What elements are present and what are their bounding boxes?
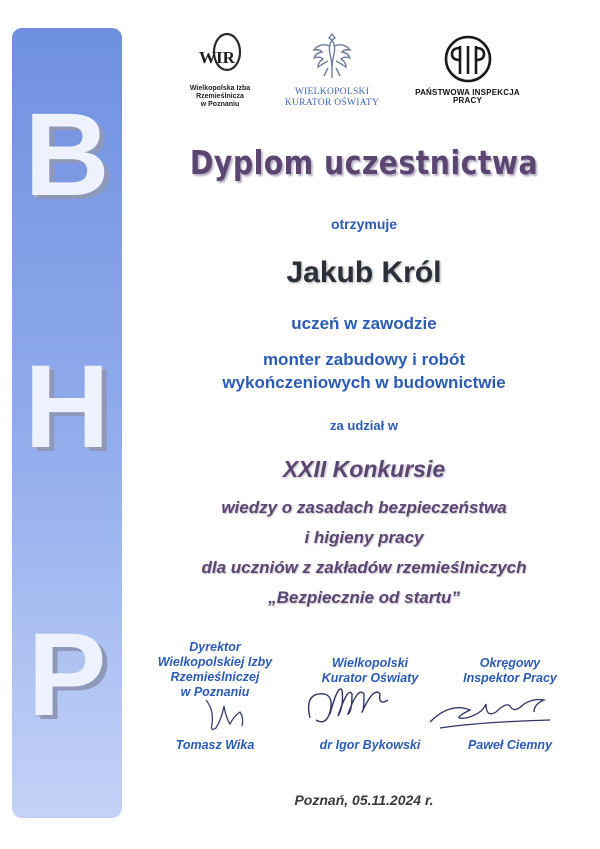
profession-line-1: monter zabudowy i robót	[262, 350, 466, 369]
wir-logo-icon	[165, 30, 275, 80]
place-and-date: Poznań, 05.11.2024 r.	[294, 792, 434, 808]
signatory-3-name: Paweł Ciemny	[467, 738, 553, 752]
signatory-2-name: dr Igor Bykowski	[319, 738, 421, 752]
participation-label: za udział w	[330, 418, 398, 433]
kurator-caption-line2: KURATOR OŚWIATY	[284, 98, 380, 108]
pip-emblem-icon	[443, 34, 493, 84]
signatory-3-role-line: Inspektor Pracy	[463, 671, 557, 685]
signatory-3-role-line: Okręgowy	[479, 656, 541, 670]
diploma-title: Dyplom uczestnictwa	[189, 143, 539, 182]
contest-desc-line-3: dla uczniów z zakładów rzemieślniczych	[201, 558, 527, 577]
bhp-side-band	[12, 28, 122, 818]
wir-caption-line2: w Poznaniu	[200, 101, 240, 108]
signatory-1-name: Tomasz Wika	[175, 738, 255, 752]
signatory-1-role-line: Dyrektor	[189, 640, 241, 654]
contest-desc-line-2: i higieny pracy	[304, 528, 424, 547]
contest-desc-line-1: wiedzy o zasadach bezpieczeństwa	[221, 498, 507, 517]
signatory-1-role-line: Rzemieślniczej	[170, 670, 260, 684]
wir-logo	[165, 30, 275, 109]
wir-logo-mark: WIR	[199, 48, 235, 67]
band-letter-b: B	[24, 89, 110, 221]
recipient-name: Jakub Król	[286, 256, 442, 289]
kurator-logo	[272, 28, 392, 109]
signatory-1-role-line: Wielkopolskiej Izby	[157, 655, 273, 669]
band-letter-h: H	[24, 341, 110, 473]
pip-caption: PAŃSTWOWA INSPEKCJA PRACY	[415, 88, 520, 105]
contest-slogan: „Bezpiecznie od startu”	[268, 588, 460, 607]
profession-line-2: wykończeniowych w budownictwie	[222, 373, 506, 392]
signature-3-image	[420, 690, 570, 740]
signatory-3-role	[440, 656, 580, 686]
signature-2-image	[300, 678, 420, 738]
signatory-1-role-line: w Poznaniu	[180, 685, 250, 699]
eagle-emblem-icon	[310, 28, 354, 82]
kurator-caption-line1: WIELKOPOLSKI	[294, 87, 370, 97]
contest-name: XXII Konkursie	[282, 456, 446, 482]
signature-1-image	[196, 690, 256, 740]
student-in-label: uczeń w zawodzie	[291, 314, 437, 333]
signatory-2-role-line: Kurator Oświaty	[321, 671, 419, 685]
pip-logo	[405, 34, 530, 105]
wir-caption-line1: Wielkopolska Izba Rzemieślnicza	[189, 85, 251, 100]
signatory-2-role-line: Wielkopolski	[331, 656, 409, 670]
band-letter-p: P	[27, 609, 107, 741]
receives-label: otrzymuje	[330, 216, 398, 232]
